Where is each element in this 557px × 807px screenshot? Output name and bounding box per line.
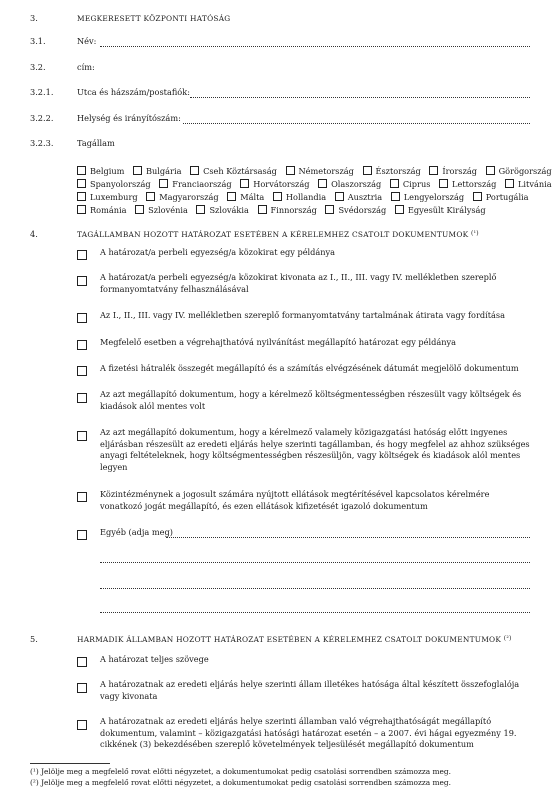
city-number: 3.2.2. <box>30 113 54 123</box>
checkbox-icon[interactable] <box>133 166 142 175</box>
checkbox-icon[interactable] <box>77 166 86 175</box>
address-number: 3.2. <box>30 62 46 72</box>
checkbox-icon[interactable] <box>135 205 144 214</box>
state-number: 3.2.3. <box>30 138 54 148</box>
checkbox-icon[interactable] <box>505 179 514 188</box>
document-item: Az I., II., III. vagy IV. mellékletben szereplő formanyomtatvány tartalmának átirata vagy fordítása <box>100 310 505 320</box>
document-item: Közintézménynek a jogosult számára nyújtott ellátások megtérítésével kapcsolatos kérelmére vonatkozó jogát megállapító, és ezen ellátások kifizetését igazoló dokumentum <box>100 489 490 511</box>
checkbox-icon[interactable] <box>77 205 86 214</box>
country-option[interactable]: Ausztria <box>335 192 382 202</box>
section3-number: 3. <box>30 13 38 23</box>
country-row <box>77 179 557 189</box>
other-label: Egyéb (adja meg) <box>100 527 173 537</box>
footnote-mark: (¹) <box>471 230 479 237</box>
checkbox-icon[interactable] <box>318 179 327 188</box>
checkbox-icon[interactable] <box>486 166 495 175</box>
document-item: A fizetési hátralék összegét megállapító és a számítás elvégzésének dátumát megjelölő dokumentum <box>100 363 519 373</box>
country-row <box>77 166 557 176</box>
country-option[interactable]: Szlovákia <box>196 205 248 215</box>
footnote-divider <box>30 763 110 764</box>
country-option[interactable]: Svédország <box>325 205 386 215</box>
document-checkbox[interactable] <box>77 720 87 730</box>
checkbox-icon[interactable] <box>391 192 400 201</box>
section3-title: MEGKERESETT KÖZPONTI HATÓSÁG <box>77 14 231 23</box>
checkbox-icon[interactable] <box>159 179 168 188</box>
other-checkbox[interactable] <box>77 530 87 540</box>
document-item: A határozat/a perbeli egyezség/a közokirat egy példánya <box>100 247 336 257</box>
checkbox-icon[interactable] <box>77 179 86 188</box>
footnote: (¹) Jelölje meg a megfelelő rovat előtti négyzetet, a dokumentumokat pedig csatolási sorrendben számozza meg. <box>30 767 451 776</box>
document-checkbox[interactable] <box>77 431 87 441</box>
country-option[interactable]: Horvátország <box>240 179 309 189</box>
state-label: Tagállam <box>77 138 115 148</box>
checkbox-icon[interactable] <box>227 192 236 201</box>
checkbox-icon[interactable] <box>190 166 199 175</box>
country-option[interactable]: Franciaország <box>159 179 231 189</box>
document-item: A határozat/a perbeli egyezség/a közokirat kivonata az I., II., III. vagy IV. mellékletben szereplő formanyomtatvány felhasználásával <box>100 272 497 294</box>
other-field-line[interactable] <box>100 612 530 613</box>
country-option[interactable]: Málta <box>227 192 264 202</box>
checkbox-icon[interactable] <box>439 179 448 188</box>
document-item: Az azt megállapító dokumentum, hogy a kérelmező valamely közigazgatási hatóság előtt ingyenes eljárásban részesült az eredeti eljárás helye szerinti tagállamban, és hogy megfelel az ahhoz szükséges anyagi feltételeknek, hogy költségmentességben részesüljön, vagy költségek és kiadások alól mentes legyen <box>100 427 530 472</box>
checkbox-icon[interactable] <box>395 205 404 214</box>
country-option[interactable]: Luxemburg <box>77 192 138 202</box>
name-field[interactable] <box>100 46 530 47</box>
country-option[interactable]: Ciprus <box>390 179 431 189</box>
footnote-mark: (²) <box>503 635 512 642</box>
checkbox-icon[interactable] <box>286 166 295 175</box>
city-label: Helység és irányítószám: <box>77 113 181 123</box>
checkbox-icon[interactable] <box>146 192 155 201</box>
document-item: A határozat teljes szövege <box>100 654 209 664</box>
country-option[interactable]: Észtország <box>363 166 421 176</box>
checkbox-icon[interactable] <box>363 166 372 175</box>
checkbox-icon[interactable] <box>258 205 267 214</box>
checkbox-icon[interactable] <box>77 192 86 201</box>
document-item: A határozatnak az eredeti eljárás helye szerinti állam illetékes hatósága által készített összefoglalója vagy kivonata <box>100 679 520 701</box>
country-row <box>77 192 535 202</box>
document-checkbox[interactable] <box>77 492 87 502</box>
other-field-line[interactable] <box>100 562 530 563</box>
street-label: Utca és házszám/postafiók: <box>77 87 190 97</box>
checkbox-icon[interactable] <box>325 205 334 214</box>
country-option[interactable]: Románia <box>77 205 127 215</box>
document-item: Az azt megállapító dokumentum, hogy a kérelmező költségmentességben részesült vagy költségek és kiadások alól mentes volt <box>100 389 522 411</box>
country-option[interactable]: Szlovénia <box>135 205 188 215</box>
checkbox-icon[interactable] <box>473 192 482 201</box>
street-number: 3.2.1. <box>30 87 54 97</box>
country-option[interactable]: Görögország <box>486 166 552 176</box>
checkbox-icon[interactable] <box>196 205 205 214</box>
country-option[interactable]: Olaszország <box>318 179 381 189</box>
country-option[interactable]: Hollandia <box>273 192 326 202</box>
address-label: cím: <box>77 62 95 72</box>
document-item: Megfelelő esetben a végrehajthatóvá nyilvánítást megállapító határozat egy példánya <box>100 337 457 347</box>
footnote: (²) Jelölje meg a megfelelő rovat előtti négyzetet, a dokumentumokat pedig csatolási sorrendben számozza meg. <box>30 778 451 787</box>
country-option[interactable]: Magyarország <box>146 192 218 202</box>
checkbox-icon[interactable] <box>273 192 282 201</box>
country-option[interactable]: Németország <box>286 166 354 176</box>
section4-number: 4. <box>30 229 38 239</box>
country-option[interactable]: Lengyelország <box>391 192 464 202</box>
document-checkbox[interactable] <box>77 657 87 667</box>
document-checkbox[interactable] <box>77 250 87 260</box>
street-field[interactable] <box>190 97 530 98</box>
name-label: Név: <box>77 36 97 46</box>
section5-number: 5. <box>30 634 38 644</box>
document-checkbox[interactable] <box>77 683 87 693</box>
country-option[interactable]: Lettország <box>439 179 496 189</box>
name-number: 3.1. <box>30 36 46 46</box>
document-checkbox[interactable] <box>77 393 87 403</box>
other-field-line[interactable] <box>100 588 530 589</box>
country-option[interactable]: Belgium <box>77 166 124 176</box>
country-option[interactable]: Portugália <box>473 192 529 202</box>
country-option[interactable]: Cseh Köztársaság <box>190 166 277 176</box>
checkbox-icon[interactable] <box>240 179 249 188</box>
city-field[interactable] <box>183 123 530 124</box>
country-option[interactable]: Finnország <box>258 205 317 215</box>
section4-title: TAGÁLLAMBAN HOZOTT HATÁROZAT ESETÉBEN A KÉRELEMHEZ CSATOLT DOKUMENTUMOK $^{(^1)}$ <box>77 230 479 239</box>
document-item: A határozatnak az eredeti eljárás helye szerinti államban való végrehajthatóságát megállapító dokumentum, valamint – közigazgatási hatósági határozat esetén – a 2007. évi hágai egyezmény 19. cikkének (3) bekezdésében szereplő követelmények teljesülését megállapító dokumentum <box>100 716 517 750</box>
section5-title: HARMADIK ÁLLAMBAN HOZOTT HATÁROZAT ESETÉBEN A KÉRELEMHEZ CSATOLT DOKUMENTUMOK $^{(^2)}$ <box>77 635 512 644</box>
checkbox-icon[interactable] <box>390 179 399 188</box>
checkbox-icon[interactable] <box>335 192 344 201</box>
country-row <box>77 205 492 215</box>
checkbox-icon[interactable] <box>429 166 438 175</box>
country-option[interactable]: Egyesült Királyság <box>395 205 486 215</box>
country-option[interactable]: Spanyolország <box>77 179 151 189</box>
country-option[interactable]: Bulgária <box>133 166 181 176</box>
document-checkbox[interactable] <box>77 340 87 350</box>
country-option[interactable]: Írország <box>429 166 477 176</box>
other-field[interactable] <box>166 537 530 538</box>
document-checkbox[interactable] <box>77 313 87 323</box>
country-option[interactable]: Litvánia <box>505 179 552 189</box>
document-checkbox[interactable] <box>77 276 87 286</box>
document-checkbox[interactable] <box>77 366 87 376</box>
